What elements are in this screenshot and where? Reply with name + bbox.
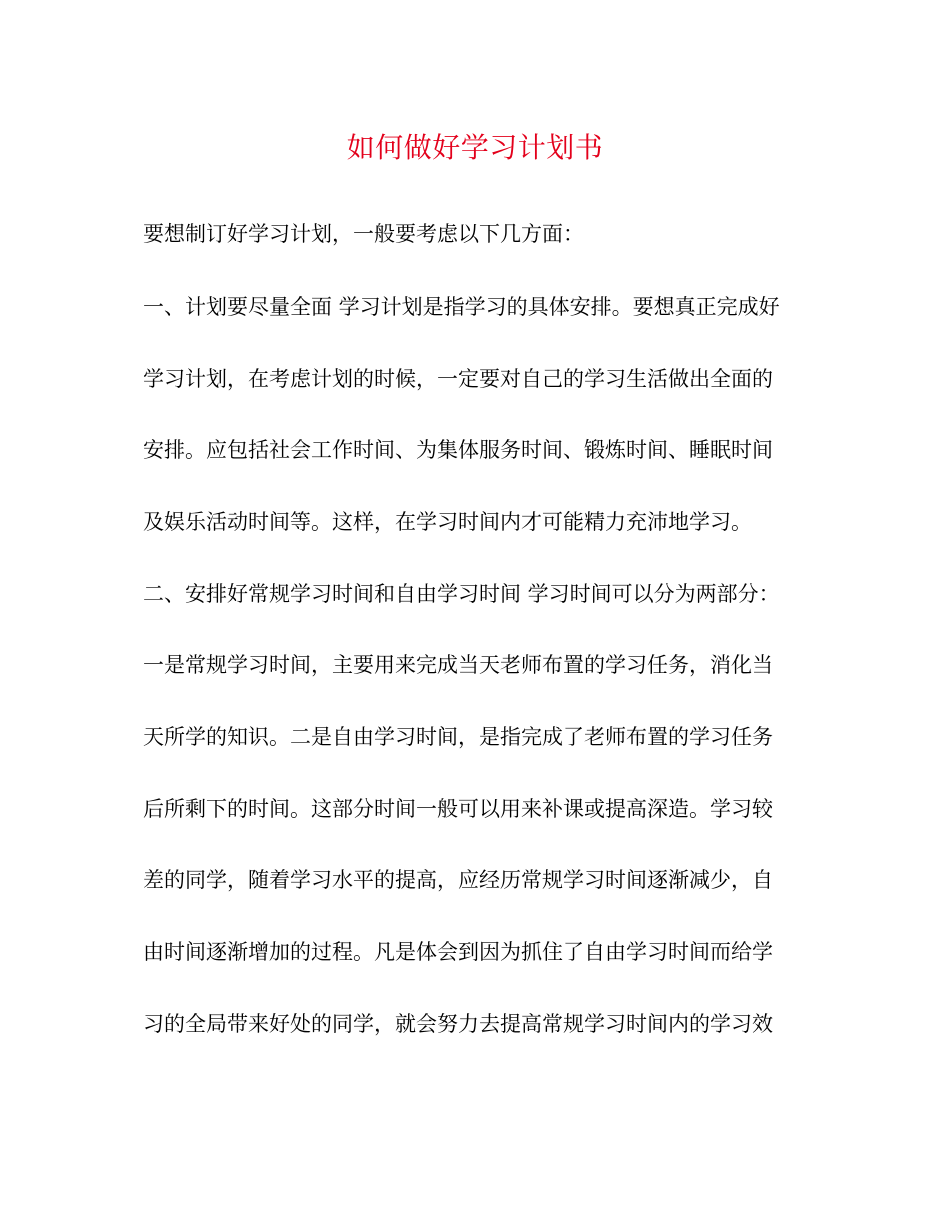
paragraph-line: 安排。应包括社会工作时间、为集体服务时间、锻炼时间、睡眠时间 (143, 438, 773, 462)
paragraph-line: 及娱乐活动时间等。这样，在学习时间内才可能精力充沛地学习。 (143, 510, 752, 534)
paragraph-line: 后所剩下的时间。这部分时间一般可以用来补课或提高深造。学习较 (143, 797, 773, 821)
document-title: 如何做好学习计划书 (346, 131, 604, 164)
paragraph-line: 习的全局带来好处的同学，就会努力去提高常规学习时间内的学习效 (143, 1012, 773, 1036)
paragraph-line: 差的同学，随着学习水平的提高，应经历常规学习时间逐渐减少，自 (143, 868, 773, 892)
paragraph-line: 天所学的知识。二是自由学习时间，是指完成了老师布置的学习任务 (143, 725, 773, 749)
paragraph-line: 要想制订好学习计划，一般要考虑以下几方面： (143, 222, 584, 246)
paragraph-line: 由时间逐渐增加的过程。凡是体会到因为抓住了自由学习时间而给学 (143, 940, 773, 964)
paragraph-line: 一是常规学习时间，主要用来完成当天老师布置的学习任务，消化当 (143, 653, 773, 677)
paragraph-line: 学习计划，在考虑计划的时候，一定要对自己的学习生活做出全面的 (143, 367, 773, 391)
paragraph-line: 二、安排好常规学习时间和自由学习时间 学习时间可以分为两部分： (143, 582, 780, 606)
paragraph-line: 一、计划要尽量全面 学习计划是指学习的具体安排。要想真正完成好 (143, 295, 780, 319)
